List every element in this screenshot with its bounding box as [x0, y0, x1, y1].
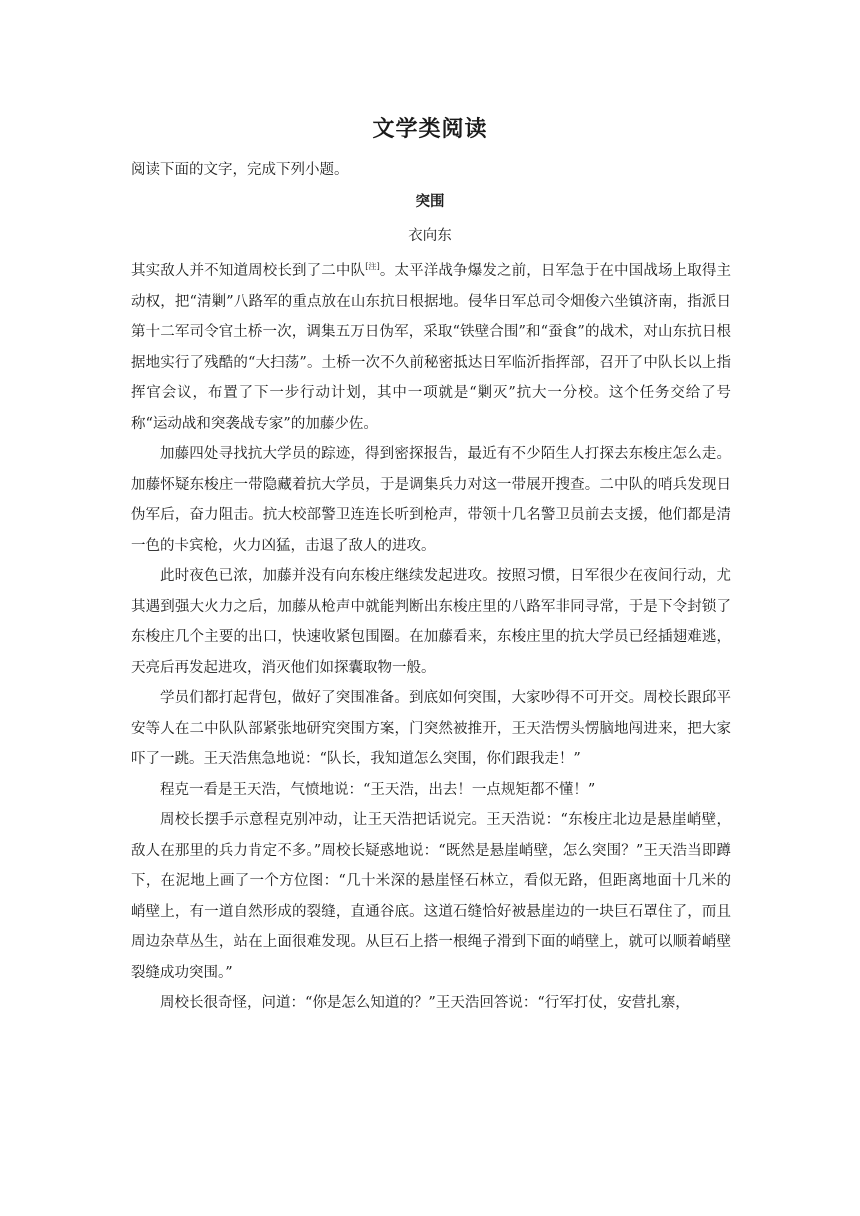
paragraph-6: 周校长摆手示意程克别冲动，让王天浩把话说完。王天浩说：“东梭庄北边是悬崖峭壁，敌人在那里的兵力肯定不多。”周校长疑惑地说：“既然是悬崖峭壁，怎么突围？”王天浩当即蹲下，在泥地上画了一个方位图：“几十米深的悬崖怪石林立，看似无路，但距离地面十几米的峭壁上，有一道自然形成的裂缝，直通谷底。这道石缝恰好被悬崖边的一块巨石罩住了，而且周边杂草丛生，站在上面很难发现。从巨石上搭一根绳子滑到下面的峭壁上，就可以顺着峭壁裂缝成功突围。”: [131, 812, 731, 981]
paragraph-5: 程克一看是王天浩，气愤地说：“王天浩，出去！一点规矩都不懂！”: [160, 781, 596, 798]
footnote-marker: [注]: [365, 262, 380, 272]
paragraph-1-start: 其实敌人并不知道周校长到了二中队: [131, 263, 366, 279]
paragraph-2: 加藤四处寻找抗大学员的踪迹，得到密探报告，最近有不少陌生人打探去东梭庄怎么走。加藤怀疑东梭庄一带隐藏着抗大学员，于是调集兵力对这一带展开搜查。二中队的哨兵发现日伪军后，奋力阻击。抗大校部警卫连连长听到枪声，带领十几名警卫员前去支援，他们都是清一色的卡宾枪，火力凶猛，击退了敌人的进攻。: [131, 446, 731, 554]
story-title: 突围: [415, 194, 445, 210]
paragraph-3: 此时夜色已浓，加藤并没有向东梭庄继续发起进攻。按照习惯，日军很少在夜间行动，尤其遇到强大火力之后，加藤从枪声中就能判断出东梭庄里的八路军非同寻常，于是下令封锁了东梭庄几个主要的出口，快速收紧包围圈。在加藤看来，东梭庄里的抗大学员已经插翅难逃，天亮后再发起进攻，消灭他们如探囊取物一般。: [131, 568, 731, 676]
paragraph-1: [131, 256, 731, 439]
story-body: [131, 256, 731, 1019]
paragraph-4: 学员们都打起背包，做好了突围准备。到底如何突围，大家吵得不可开交。周校长跟邱平安等人在二中队队部紧张地研究突围方案，门突然被推开，王天浩愣头愣脑地闯进来，把大家吓了一跳。王天浩焦急地说：“队长，我知道怎么突围，你们跟我走！”: [131, 690, 731, 767]
page-title: 文学类阅读: [372, 117, 488, 142]
paragraph-1-rest: 。太平洋战争爆发之前，日军急于在中国战场上取得主动权，把“清剿”八路军的重点放在山东抗日根据地。侵华日军总司令畑俊六坐镇济南，指派日第十二军司令官土桥一次，调集五万日伪军，采取“铁壁合围”和“蚕食”的战术，对山东抗日根据地实行了残酷的“大扫荡”。土桥一次不久前秘密抵达日军临沂指挥部，召开了中队长以上指挥官会议，布置了下一步行动计划，其中一项就是“剿灭”抗大一分校。这个任务交给了号称“运动战和突袭战专家”的加藤少佐。: [131, 263, 732, 432]
paragraph-7: 周校长很奇怪，问道：“你是怎么知道的？”王天浩回答说：“行军打仗，安营扎寨，: [160, 995, 690, 1011]
reading-instruction: 阅读下面的文字，完成下列小题。: [131, 162, 349, 178]
story-author: 衣向东: [408, 228, 452, 244]
